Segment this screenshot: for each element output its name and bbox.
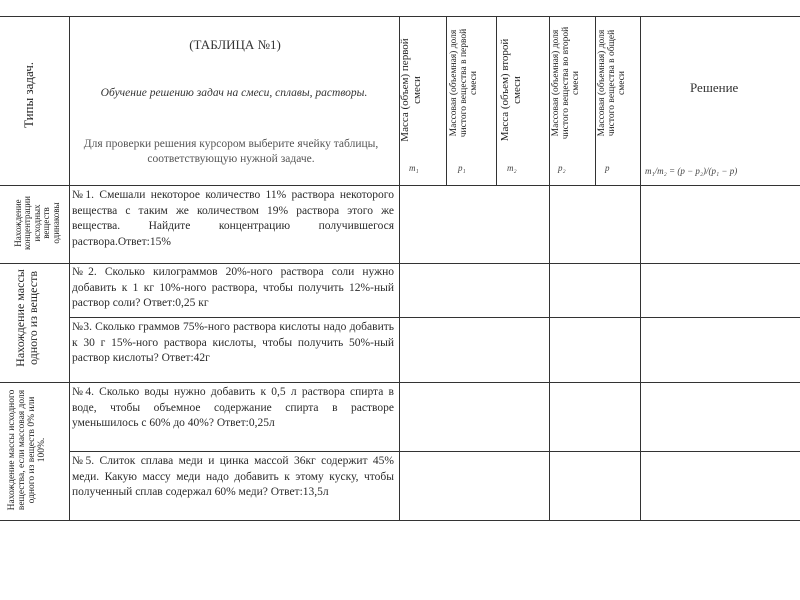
table-bottom-border (0, 520, 800, 521)
table-top-border (0, 16, 800, 17)
solution-header: Решение (690, 80, 739, 95)
symbol-p2: p₂ (558, 163, 566, 173)
symbol-p1: p₁ (458, 163, 466, 173)
group-label-pure: Нахождение массы исходного вещества, если массовая доля одного из веществ 0% или 100%. (7, 389, 47, 511)
table-title: (ТАБЛИЦА №1) (189, 37, 281, 52)
answer-cell-task-2[interactable] (400, 264, 640, 317)
column-header-share-total: Массовая (объемная) доля чистого вещества в общей смеси (597, 29, 627, 137)
solution-cell-task-4[interactable] (641, 383, 800, 451)
task-type-header: Типы задач. (21, 61, 36, 129)
header-col-border-2 (496, 16, 497, 185)
symbol-p: p (605, 163, 610, 173)
task-2-text[interactable]: №2. Сколько килограммов 20%-ного раствора соли нужно добавить к 1 кг 10%-ного раствора, чтобы получить 12%-ный раствор соли? Ответ:0,25 кг (72, 266, 394, 309)
column-header-share-2: Массовая (объемная) доля чистого вещества во второй смеси (551, 26, 581, 140)
task-3-text[interactable]: №3. Сколько граммов 75%-ного раствора кислоты надо добавить к 30 г 15%-ного раствора кислоты, чтобы получить 50%-ный раствор кислоты? Ответ:42г (72, 321, 394, 364)
task-5-text[interactable]: №5. Слиток сплава меди и цинка массой 36кг содержит 45% меди. Какую массу меди надо добавить к этому куску, чтобы полученный сплав содержал 60% меди? Ответ:13,5л (72, 455, 394, 498)
table-subtitle: Обучение решению задач на смеси, сплавы, растворы. (100, 87, 368, 99)
answer-cell-task-1[interactable] (400, 186, 640, 263)
solution-cell-task-2[interactable] (641, 264, 800, 317)
header-col-border-3 (595, 16, 596, 185)
solution-cell-task-5[interactable] (641, 452, 800, 520)
group-label-concentration: Нахождение концентрации исходных веществ одинаковы (13, 196, 61, 250)
instruction-text: Для проверки решения курсором выберите ячейку таблицы, соответствующую нужной задаче. (83, 138, 379, 165)
solution-cell-task-1[interactable] (641, 186, 800, 263)
column-header-mass-2: Масса (объем) второй смеси (499, 38, 523, 142)
symbol-m2: m₂ (507, 163, 517, 173)
task-1-text[interactable]: №1. Смешали некоторое количество 11% раствора некоторого вещества с таким же количеством 19% раствора этого же вещества. Найдите концентрацию получившегося раствора.Ответ:15% (72, 189, 394, 248)
header-col-border-1 (446, 16, 447, 185)
column-header-share-1: Массовая (объемная) доля чистого вещества в первой смеси (449, 28, 479, 138)
column-header-mass-1: Масса (объем) первой смеси (399, 38, 423, 142)
ratio-formula: m₁/m₂ = (p − p₂)/(p₁ − p) (645, 166, 738, 176)
group-label-mass: Нахождение массы одного из веществ (13, 269, 40, 367)
answer-cell-task-4[interactable] (400, 383, 640, 451)
task-4-text[interactable]: №4. Сколько воды нужно добавить к 0,5 л раствора спирта в воде, чтобы объемное содержание спирта в растворе уменьшилось с 60% до 40%? Ответ:0,25л (72, 386, 394, 429)
solution-cell-task-3[interactable] (641, 318, 800, 382)
type-column-border (69, 16, 70, 520)
answer-cell-task-3[interactable] (400, 318, 640, 382)
symbol-m1: m₁ (409, 163, 419, 173)
answer-cell-task-5[interactable] (400, 452, 640, 520)
